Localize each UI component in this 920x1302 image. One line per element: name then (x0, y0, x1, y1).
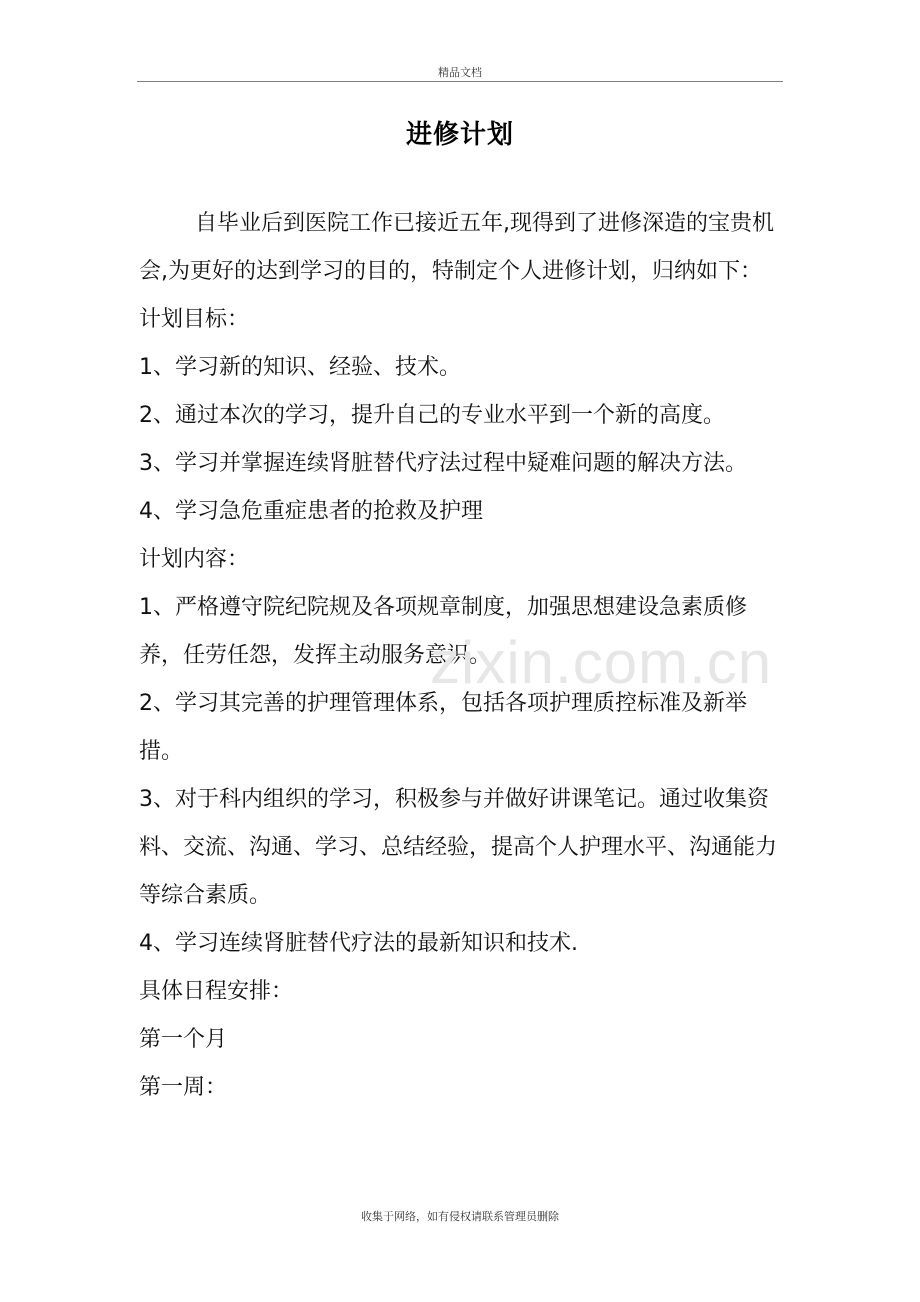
schedule-month: 第一个月 (139, 1027, 228, 1052)
watermark: zixin.com.cn (430, 629, 773, 696)
page-header: 精品文档 (438, 66, 482, 79)
page-footer: 收集于网络，如有侵权请联系管理员删除 (361, 1210, 559, 1223)
document-title: 进修计划 (405, 120, 514, 150)
goal-item-1: 1、学习新的知识、经验、技术。 (139, 355, 461, 380)
document-body (139, 200, 784, 1112)
goal-item-3: 3、学习并掌握连续肾脏替代疗法过程中疑难问题的解决方法。 (139, 451, 747, 476)
schedule-week: 第一周： (139, 1075, 228, 1100)
content-item-2: 2、学习其完善的护理管理体系，包括各项护理质控标准及新举措。 (139, 691, 747, 764)
content-item-3: 3、对于科内组织的学习，积极参与并做好讲课笔记。通过收集资料、交流、沟通、学习、总结经验，提高个人护理水平、沟通能力等综合素质。 (139, 787, 778, 908)
goal-item-2: 2、通过本次的学习，提升自己的专业水平到一个新的高度。 (139, 403, 725, 428)
content-item-4: 4、学习连续肾脏替代疗法的最新知识和技术. (139, 931, 578, 956)
section-heading-goals: 计划目标： (139, 307, 250, 332)
section-heading-schedule: 具体日程安排： (139, 979, 294, 1004)
goal-item-4: 4、学习急危重症患者的抢救及护理 (139, 499, 483, 524)
content-item-1: 1、严格遵守院纪院规及各项规章制度，加强思想建设急素质修养，任劳任怨，发挥主动服务意识。 (139, 595, 747, 668)
section-heading-content: 计划内容： (139, 547, 250, 572)
intro-paragraph: 自毕业后到医院工作已接近五年,现得到了进修深造的宝贵机会,为更好的达到学习的目的，特制定个人进修计划，归纳如下： (139, 211, 774, 284)
header-divider (137, 81, 783, 82)
